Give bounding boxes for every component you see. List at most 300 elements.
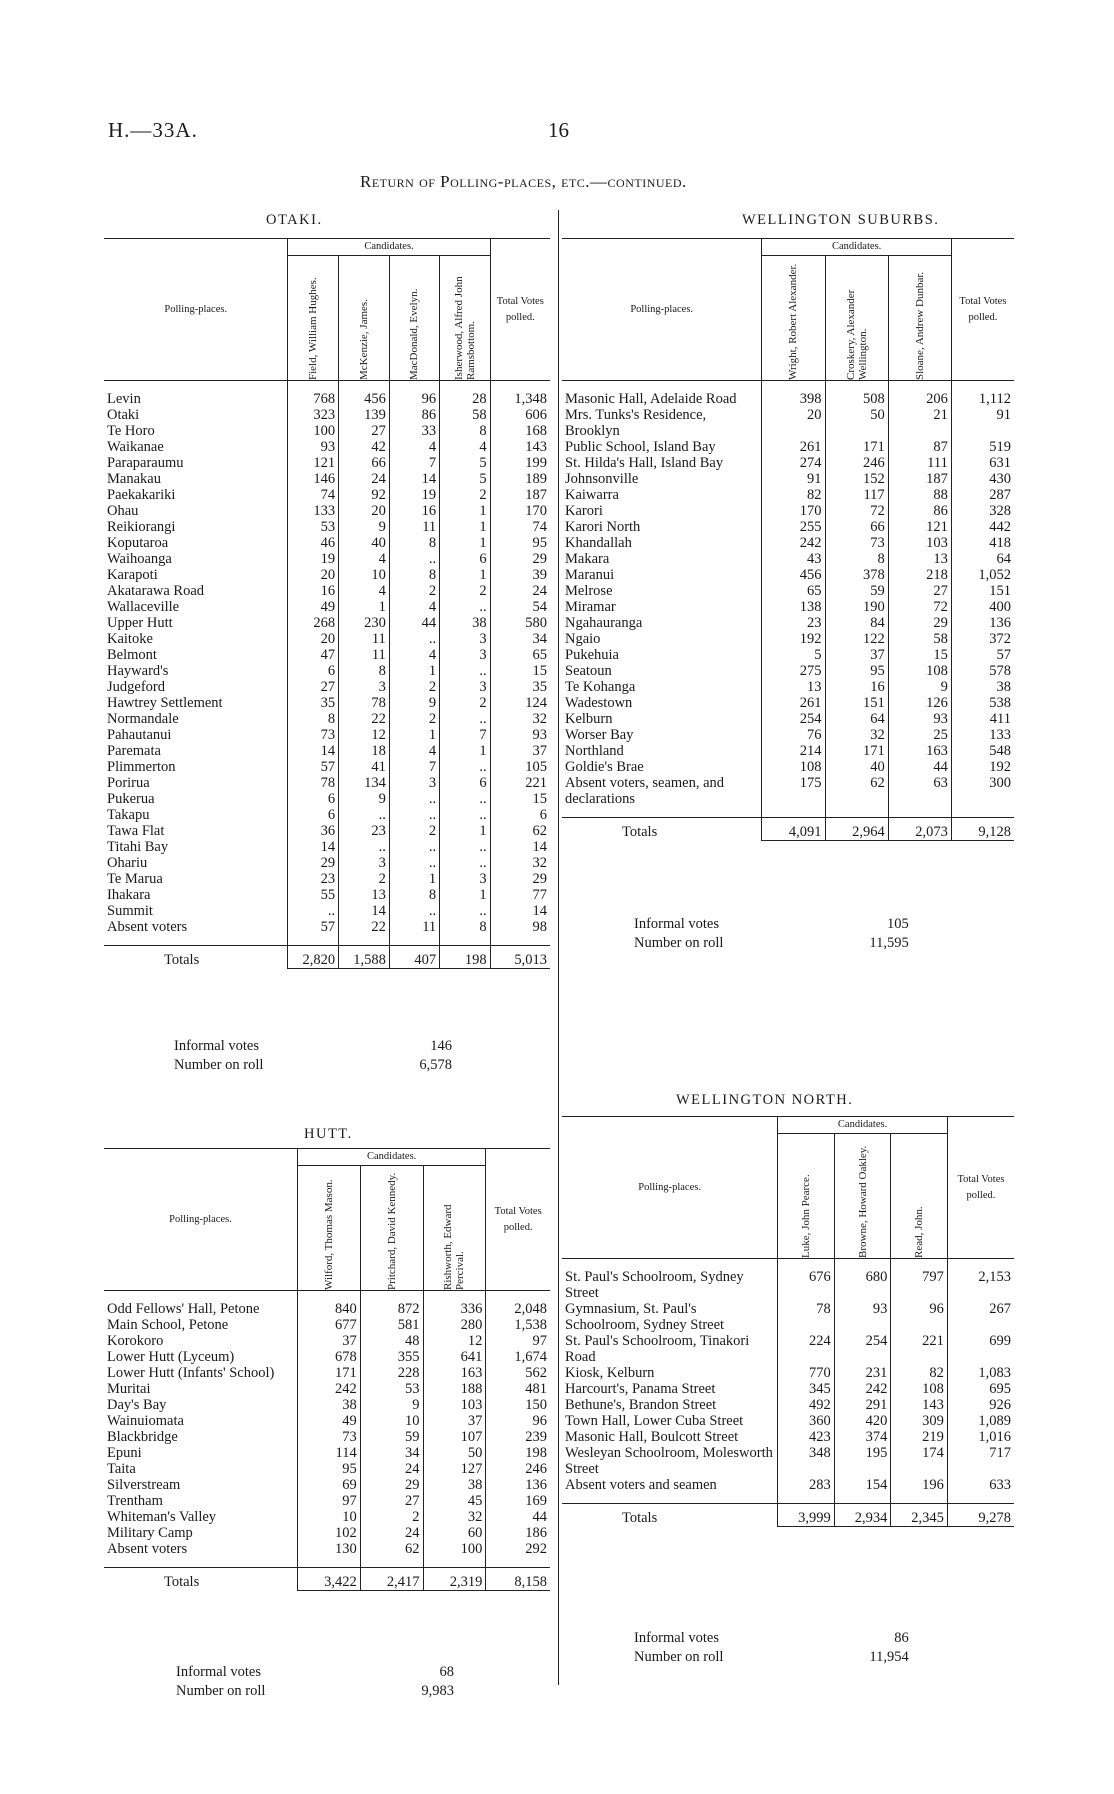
candidate-votes-cell: 261 xyxy=(762,439,825,455)
candidate-votes-cell: 154 xyxy=(834,1477,891,1493)
total-votes-cell: 93 xyxy=(490,727,550,743)
candidate-votes-cell: 3 xyxy=(440,871,490,887)
candidate-votes-cell: 6 xyxy=(440,551,490,567)
candidate-name: Croskery, Alexander Wellington. xyxy=(844,289,869,380)
total-votes-cell: 192 xyxy=(951,759,1014,775)
candidate-votes-cell: 581 xyxy=(360,1317,423,1333)
candidate-votes-cell: 72 xyxy=(825,503,888,519)
candidate-votes-cell: 78 xyxy=(778,1301,835,1333)
candidate-votes-cell: 49 xyxy=(288,599,339,615)
polling-place-row xyxy=(104,791,550,807)
polling-place-row xyxy=(104,503,550,519)
candidate-votes-cell: 283 xyxy=(778,1477,835,1493)
page-number: 16 xyxy=(548,118,569,142)
candidate-votes-cell: 78 xyxy=(288,775,339,791)
polling-place-row xyxy=(562,1269,1014,1301)
spacer-cell xyxy=(339,935,390,946)
polling-place-name: Odd Fellows' Hall, Petone xyxy=(107,1301,260,1317)
section-title-otaki: OTAKI. xyxy=(266,212,323,228)
candidate-votes-cell: 108 xyxy=(888,663,951,679)
polling-place-name: Belmont xyxy=(107,647,157,663)
candidate-votes-cell: 171 xyxy=(825,743,888,759)
polling-place-row xyxy=(104,551,550,567)
polling-place-row xyxy=(104,1429,550,1445)
polling-place-row xyxy=(104,599,550,615)
candidate-votes-cell: 9 xyxy=(339,519,390,535)
polling-place-row xyxy=(104,775,550,791)
candidate-votes-cell: 355 xyxy=(360,1349,423,1365)
wellington-suburbs-table xyxy=(562,238,1014,841)
candidate-votes-cell: 680 xyxy=(834,1269,891,1301)
total-votes-cell: 97 xyxy=(486,1333,550,1349)
polling-place-name: Absent voters and seamen xyxy=(565,1477,717,1493)
candidate-votes-cell: 187 xyxy=(888,471,951,487)
candidate-votes-cell: 171 xyxy=(825,439,888,455)
spacer-cell xyxy=(888,807,951,818)
polling-place-name: Manakau xyxy=(107,471,161,487)
candidate-votes-cell: 374 xyxy=(834,1429,891,1445)
candidate-votes-cell: 16 xyxy=(389,503,439,519)
polling-place-name: Te Kohanga xyxy=(565,679,636,695)
candidate-votes-cell: 45 xyxy=(423,1493,486,1509)
candidate-votes-cell: 2 xyxy=(440,695,490,711)
polling-place-row xyxy=(104,711,550,727)
candidate-votes-cell: 93 xyxy=(834,1301,891,1333)
polling-place-row xyxy=(104,695,550,711)
candidate-votes-cell: 5 xyxy=(762,647,825,663)
polling-place-name: Makara xyxy=(565,551,610,567)
polling-place-name: Karori xyxy=(565,503,603,519)
polling-place-row xyxy=(104,471,550,487)
polling-place-row xyxy=(104,663,550,679)
polling-place-row xyxy=(104,1445,550,1461)
spacer-cell xyxy=(947,1493,1014,1504)
candidate-votes-cell: 3 xyxy=(440,647,490,663)
polling-place-name: Otaki xyxy=(107,407,140,423)
polling-place-name: Silverstream xyxy=(107,1477,181,1493)
candidate-votes-cell: 2,820 xyxy=(288,946,339,969)
candidates-header: Candidates. xyxy=(762,239,951,256)
total-votes-cell: 6 xyxy=(490,807,550,823)
candidate-votes-cell: 1 xyxy=(440,567,490,583)
totals-row xyxy=(104,946,550,969)
polling-place-name: Lower Hutt (Infants' School) xyxy=(107,1365,275,1381)
polling-place-name: Wesleyan Schoolroom, Molesworth Street xyxy=(565,1445,773,1477)
polling-place-name: Korokoro xyxy=(107,1333,164,1349)
hutt-rows xyxy=(104,1291,550,1591)
candidate-votes-cell: 57 xyxy=(288,919,339,935)
candidate-votes-cell: 29 xyxy=(288,855,339,871)
candidate-votes-cell: 92 xyxy=(339,487,390,503)
candidate-votes-cell: 32 xyxy=(825,727,888,743)
candidate-votes-cell: 345 xyxy=(778,1381,835,1397)
spacer-cell xyxy=(288,381,339,392)
polling-place-name: Ohau xyxy=(107,503,139,519)
spacer-cell xyxy=(104,1557,297,1568)
polling-place-row xyxy=(104,1301,550,1317)
candidate-votes-cell: 27 xyxy=(360,1493,423,1509)
spacer-cell xyxy=(951,807,1014,818)
candidate-votes-cell: 27 xyxy=(888,583,951,599)
spacer-cell xyxy=(778,1493,835,1504)
total-votes-cell: 105 xyxy=(490,759,550,775)
candidate-votes-cell: 82 xyxy=(762,487,825,503)
candidate-votes-cell: 44 xyxy=(888,759,951,775)
candidate-votes-cell: 44 xyxy=(389,615,439,631)
polling-place-name: Main School, Petone xyxy=(107,1317,229,1333)
candidate-votes-cell: 7 xyxy=(389,455,439,471)
candidate-votes-cell: 18 xyxy=(339,743,390,759)
polling-place-row xyxy=(562,759,1014,775)
spacer-cell xyxy=(762,807,825,818)
candidate-votes-cell: 13 xyxy=(762,679,825,695)
candidate-votes-cell: 1,588 xyxy=(339,946,390,969)
polling-place-name: Paremata xyxy=(107,743,161,759)
candidate-votes-cell: 37 xyxy=(297,1333,360,1349)
candidate-votes-cell: 48 xyxy=(360,1333,423,1349)
polling-place-row xyxy=(104,1381,550,1397)
candidate-votes-cell: 96 xyxy=(891,1301,948,1333)
candidate-votes-cell: 84 xyxy=(825,615,888,631)
candidate-votes-cell: 49 xyxy=(297,1413,360,1429)
total-votes-cell: 481 xyxy=(486,1381,550,1397)
polling-place-row xyxy=(562,535,1014,551)
candidate-votes-cell: 221 xyxy=(891,1333,948,1365)
informal-votes-label: Informal votes xyxy=(634,916,719,932)
polling-place-name: Hawtrey Settlement xyxy=(107,695,223,711)
polling-place-name: Waihoanga xyxy=(107,551,172,567)
hutt-table xyxy=(104,1148,550,1591)
polling-place-row xyxy=(562,471,1014,487)
polling-place-name: Absent voters, seamen, and declarations xyxy=(565,775,725,807)
candidate-votes-cell: 66 xyxy=(339,455,390,471)
total-votes-cell: 35 xyxy=(490,679,550,695)
total-votes-cell: 2,048 xyxy=(486,1301,550,1317)
polling-place-row xyxy=(562,439,1014,455)
total-votes-cell: 74 xyxy=(490,519,550,535)
candidate-votes-cell: 13 xyxy=(888,551,951,567)
total-votes-cell: 37 xyxy=(490,743,550,759)
candidate-votes-cell: 261 xyxy=(762,695,825,711)
candidate-votes-cell: 2,964 xyxy=(825,818,888,841)
totals-row xyxy=(562,1504,1014,1527)
polling-place-row xyxy=(562,455,1014,471)
totals-label: Totals xyxy=(622,824,658,840)
candidate-votes-cell: 2 xyxy=(389,583,439,599)
candidate-votes-cell: 3 xyxy=(440,679,490,695)
candidate-votes-cell: 3 xyxy=(440,631,490,647)
polling-place-row xyxy=(562,407,1014,439)
candidate-votes-cell: 6 xyxy=(288,663,339,679)
candidate-votes-cell: 7 xyxy=(440,727,490,743)
candidate-votes-cell: 23 xyxy=(339,823,390,839)
polling-place-row xyxy=(104,727,550,743)
candidate-name: MacDonald, Evelyn. xyxy=(408,288,421,380)
candidate-votes-cell: 175 xyxy=(762,775,825,807)
totals-label: Totals xyxy=(164,952,200,968)
total-votes-cell: 15 xyxy=(490,791,550,807)
candidate-votes-cell: 20 xyxy=(288,631,339,647)
number-on-roll-label: Number on roll xyxy=(634,1649,724,1665)
polling-place-row xyxy=(104,1365,550,1381)
polling-place-name: Te Horo xyxy=(107,423,155,439)
total-votes-cell: 5,013 xyxy=(490,946,550,969)
candidate-votes-cell: 4 xyxy=(389,439,439,455)
candidate-votes-cell: 32 xyxy=(423,1509,486,1525)
candidate-votes-cell: 4 xyxy=(339,551,390,567)
polling-place-row xyxy=(104,807,550,823)
polling-place-row xyxy=(104,1349,550,1365)
spacer-cell xyxy=(423,1557,486,1568)
candidate-name: Sloane, Andrew Dunbar. xyxy=(913,271,926,380)
spacer-cell xyxy=(423,1291,486,1302)
wellington-north-rows xyxy=(562,1259,1014,1527)
candidate-votes-cell: .. xyxy=(389,631,439,647)
polling-place-name: Kiosk, Kelburn xyxy=(565,1365,655,1381)
candidate-votes-cell: 37 xyxy=(423,1413,486,1429)
polling-places-header: Polling-places. xyxy=(164,303,228,315)
polling-place-row xyxy=(104,1317,550,1333)
candidate-votes-cell: 14 xyxy=(288,839,339,855)
polling-place-name: Bethune's, Brandon Street xyxy=(565,1397,717,1413)
candidate-votes-cell: .. xyxy=(440,839,490,855)
polling-place-row xyxy=(104,1525,550,1541)
candidate-votes-cell: 22 xyxy=(339,919,390,935)
candidate-votes-cell: .. xyxy=(440,663,490,679)
candidate-votes-cell: 456 xyxy=(762,567,825,583)
candidate-votes-cell: 50 xyxy=(825,407,888,439)
polling-place-row xyxy=(562,1397,1014,1413)
candidate-votes-cell: 86 xyxy=(888,503,951,519)
candidate-votes-cell: .. xyxy=(440,791,490,807)
candidate-votes-cell: 82 xyxy=(891,1365,948,1381)
candidate-votes-cell: 1 xyxy=(440,887,490,903)
polling-place-name: Upper Hutt xyxy=(107,615,173,631)
polling-place-name: Absent voters xyxy=(107,1541,188,1557)
polling-place-row xyxy=(562,1381,1014,1397)
candidates-header: Candidates. xyxy=(297,1149,485,1166)
polling-place-row xyxy=(104,823,550,839)
spacer-row xyxy=(562,1493,1014,1504)
informal-votes-label: Informal votes xyxy=(174,1038,259,1054)
candidate-votes-cell: 122 xyxy=(825,631,888,647)
candidate-votes-cell: 13 xyxy=(339,887,390,903)
total-votes-cell: 300 xyxy=(951,775,1014,807)
candidate-votes-cell: 4,091 xyxy=(762,818,825,841)
candidate-votes-cell: 14 xyxy=(339,903,390,919)
polling-place-name: Plimmerton xyxy=(107,759,176,775)
polling-place-row xyxy=(562,1429,1014,1445)
spacer-cell xyxy=(490,381,550,392)
candidate-votes-cell: 8 xyxy=(389,887,439,903)
candidate-votes-cell: 11 xyxy=(339,631,390,647)
polling-place-name: Worser Bay xyxy=(565,727,634,743)
candidate-votes-cell: 11 xyxy=(389,519,439,535)
polling-place-name: Akatarawa Road xyxy=(107,583,205,599)
total-votes-cell: 124 xyxy=(490,695,550,711)
polling-place-row xyxy=(104,871,550,887)
total-votes-cell: 548 xyxy=(951,743,1014,759)
candidate-votes-cell: 255 xyxy=(762,519,825,535)
polling-place-name: Karori North xyxy=(565,519,641,535)
candidates-header: Candidates. xyxy=(778,1117,948,1134)
candidate-votes-cell: 72 xyxy=(888,599,951,615)
spacer-cell xyxy=(825,381,888,392)
total-votes-cell: 239 xyxy=(486,1429,550,1445)
total-votes-cell: 538 xyxy=(951,695,1014,711)
total-votes-cell: 44 xyxy=(486,1509,550,1525)
total-votes-cell: 926 xyxy=(947,1397,1014,1413)
spacer-cell xyxy=(888,381,951,392)
candidate-votes-cell: 171 xyxy=(297,1365,360,1381)
candidate-votes-cell: 43 xyxy=(762,551,825,567)
candidate-votes-cell: 37 xyxy=(825,647,888,663)
polling-place-name: Town Hall, Lower Cuba Street xyxy=(565,1413,744,1429)
polling-places-header: Polling-places. xyxy=(169,1213,232,1225)
candidate-votes-cell: 2 xyxy=(360,1509,423,1525)
candidate-votes-cell: .. xyxy=(440,855,490,871)
candidate-votes-cell: 677 xyxy=(297,1317,360,1333)
polling-place-row xyxy=(104,391,550,407)
candidate-votes-cell: 291 xyxy=(834,1397,891,1413)
candidate-votes-cell: 139 xyxy=(339,407,390,423)
total-votes-cell: 1,052 xyxy=(951,567,1014,583)
candidate-votes-cell: 3 xyxy=(339,855,390,871)
total-votes-cell: 32 xyxy=(490,711,550,727)
informal-votes-value: 146 xyxy=(430,1038,453,1054)
total-votes-cell: 15 xyxy=(490,663,550,679)
total-votes-cell: 91 xyxy=(951,407,1014,439)
candidate-votes-cell: 9 xyxy=(389,695,439,711)
candidate-name: Pritchard, David Kennedy. xyxy=(385,1172,398,1290)
polling-place-row xyxy=(104,887,550,903)
candidate-votes-cell: 62 xyxy=(360,1541,423,1557)
candidate-votes-cell: 641 xyxy=(423,1349,486,1365)
total-votes-cell: 98 xyxy=(490,919,550,935)
candidate-votes-cell: 114 xyxy=(297,1445,360,1461)
total-votes-cell: 95 xyxy=(490,535,550,551)
totals-label: Totals xyxy=(164,1574,200,1590)
candidate-votes-cell: 1 xyxy=(440,535,490,551)
candidate-votes-cell: 6 xyxy=(288,807,339,823)
candidate-name: Field, William Hughes. xyxy=(307,277,320,380)
candidate-votes-cell: 47 xyxy=(288,647,339,663)
spacer-cell xyxy=(825,807,888,818)
total-votes-cell: 133 xyxy=(951,727,1014,743)
polling-place-row xyxy=(562,551,1014,567)
candidate-votes-cell: 86 xyxy=(389,407,439,423)
total-votes-cell: 631 xyxy=(951,455,1014,471)
candidate-votes-cell: .. xyxy=(339,807,390,823)
candidate-votes-cell: 2 xyxy=(440,487,490,503)
candidate-votes-cell: 676 xyxy=(778,1269,835,1301)
polling-place-name: Reikiorangi xyxy=(107,519,176,535)
candidate-votes-cell: 4 xyxy=(440,439,490,455)
candidate-votes-cell: 770 xyxy=(778,1365,835,1381)
candidate-votes-cell: 96 xyxy=(389,391,439,407)
candidate-votes-cell: 360 xyxy=(778,1413,835,1429)
total-votes-cell: 519 xyxy=(951,439,1014,455)
candidate-votes-cell: 2,073 xyxy=(888,818,951,841)
candidate-votes-cell: 8 xyxy=(825,551,888,567)
candidate-votes-cell: 423 xyxy=(778,1429,835,1445)
total-votes-cell: 62 xyxy=(490,823,550,839)
polling-place-name: Wainuiomata xyxy=(107,1413,184,1429)
polling-place-name: Day's Bay xyxy=(107,1397,167,1413)
candidate-votes-cell: 2 xyxy=(389,823,439,839)
candidate-votes-cell: 151 xyxy=(825,695,888,711)
polling-place-name: Te Marua xyxy=(107,871,163,887)
total-votes-cell: 328 xyxy=(951,503,1014,519)
total-votes-cell: 57 xyxy=(951,647,1014,663)
polling-place-row xyxy=(562,503,1014,519)
spacer-row xyxy=(562,807,1014,818)
candidate-votes-cell: .. xyxy=(440,759,490,775)
total-votes-cell: 1,089 xyxy=(947,1413,1014,1429)
spacer-cell xyxy=(778,1259,835,1270)
polling-place-name: Wallaceville xyxy=(107,599,180,615)
spacer-cell xyxy=(389,381,439,392)
candidate-votes-cell: 63 xyxy=(888,775,951,807)
candidate-votes-cell: 218 xyxy=(888,567,951,583)
spacer-cell xyxy=(360,1557,423,1568)
total-votes-cell: 633 xyxy=(947,1477,1014,1493)
candidate-votes-cell: 275 xyxy=(762,663,825,679)
candidate-votes-cell: 4 xyxy=(389,647,439,663)
polling-place-name: Goldie's Brae xyxy=(565,759,644,775)
total-votes-cell: 189 xyxy=(490,471,550,487)
spacer-row xyxy=(562,381,1014,392)
spacer-cell xyxy=(562,1259,778,1270)
polling-place-row xyxy=(562,711,1014,727)
polling-place-name: Military Camp xyxy=(107,1525,193,1541)
candidate-votes-cell: 398 xyxy=(762,391,825,407)
candidate-votes-cell: 40 xyxy=(339,535,390,551)
polling-place-name: Pahautanui xyxy=(107,727,172,743)
polling-place-name: Hayward's xyxy=(107,663,169,679)
candidate-votes-cell: 20 xyxy=(288,567,339,583)
polling-place-name: Lower Hutt (Lyceum) xyxy=(107,1349,235,1365)
total-votes-cell: 38 xyxy=(951,679,1014,695)
total-votes-cell: 169 xyxy=(486,1493,550,1509)
spacer-cell xyxy=(490,935,550,946)
polling-place-row xyxy=(562,1445,1014,1477)
polling-place-name: Masonic Hall, Adelaide Road xyxy=(565,391,737,407)
candidate-votes-cell: 46 xyxy=(288,535,339,551)
candidate-votes-cell: 65 xyxy=(762,583,825,599)
spacer-cell xyxy=(297,1291,360,1302)
number-on-roll-value: 11,954 xyxy=(869,1649,909,1665)
candidate-votes-cell: 8 xyxy=(339,663,390,679)
polling-place-row xyxy=(104,759,550,775)
candidate-votes-cell: 219 xyxy=(891,1429,948,1445)
polling-place-name: Ihakara xyxy=(107,887,151,903)
candidate-votes-cell: 6 xyxy=(288,791,339,807)
candidate-votes-cell: 1 xyxy=(440,519,490,535)
spacer-cell xyxy=(891,1259,948,1270)
candidate-votes-cell: 138 xyxy=(762,599,825,615)
total-votes-cell: 187 xyxy=(490,487,550,503)
candidate-votes-cell: 152 xyxy=(825,471,888,487)
candidate-votes-cell: 192 xyxy=(762,631,825,647)
candidate-votes-cell: 1 xyxy=(440,503,490,519)
total-votes-cell: 14 xyxy=(490,839,550,855)
polling-place-row xyxy=(562,519,1014,535)
candidate-votes-cell: 95 xyxy=(297,1461,360,1477)
polling-place-row xyxy=(562,1365,1014,1381)
candidate-votes-cell: 3 xyxy=(339,679,390,695)
polling-place-row xyxy=(562,647,1014,663)
